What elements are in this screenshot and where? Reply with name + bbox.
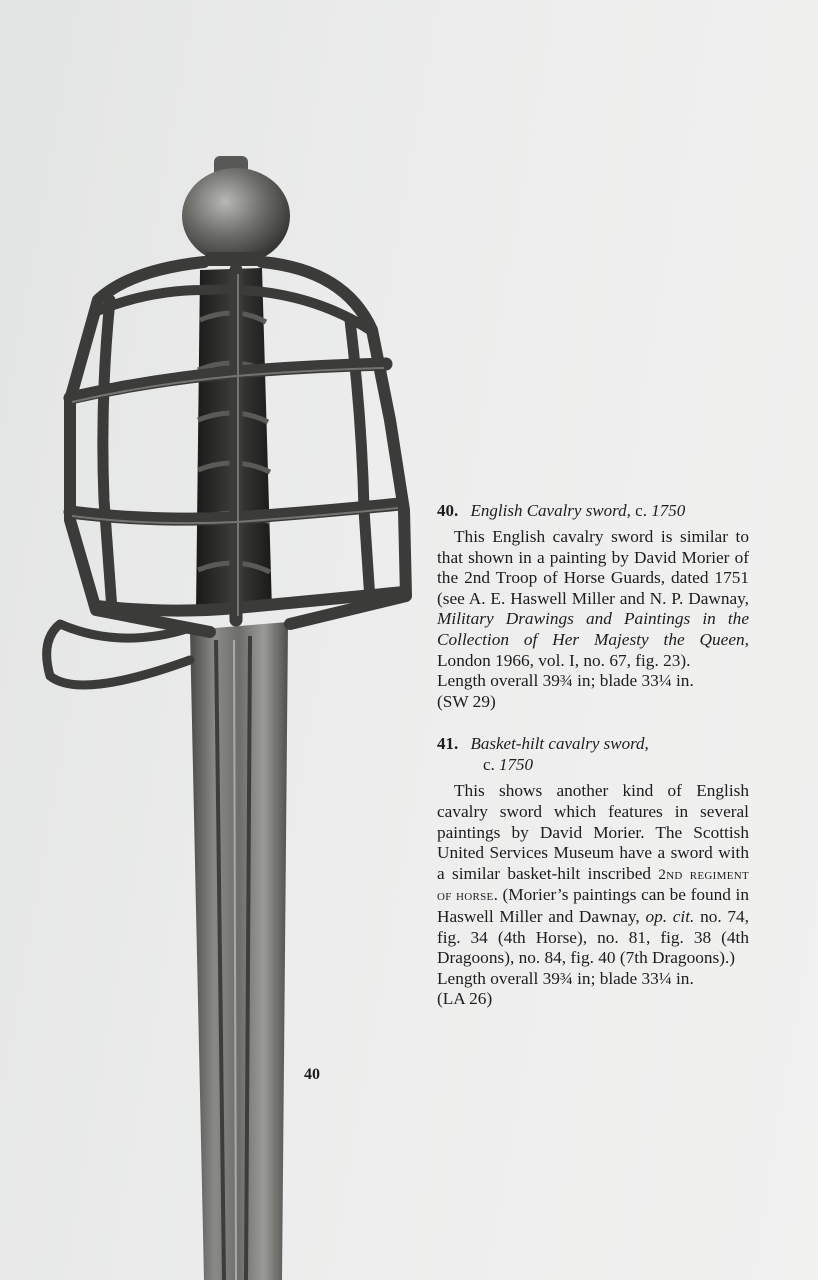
entry-date-prefix: c. <box>483 755 495 775</box>
description-text: This English cavalry sword is similar to that shown in a painting by David Morier of the 2nd Troop of Horse Guards, dated 1751 (see A. E. Haswell Miller and N. P. Dawnay, <box>437 527 749 608</box>
pommel <box>182 156 290 266</box>
entry-reference: (SW 29) <box>437 691 496 711</box>
description-italic-citation: op. cit. <box>645 906 695 926</box>
blade <box>190 622 288 1280</box>
entry-dimensions <box>437 969 749 1010</box>
entry-length: Length overall 39¾ in; blade 33¼ in. <box>437 968 694 988</box>
catalogue-entry-40 <box>437 500 749 712</box>
description-inscription: 2nd regiment of horse <box>437 866 749 905</box>
entry-title: Basket-hilt cavalry sword, <box>470 734 649 754</box>
entry-date-line <box>437 754 749 775</box>
catalogue-entry-41 <box>437 733 749 1010</box>
entry-title: English Cavalry sword, <box>470 501 631 520</box>
entry-description <box>437 527 749 671</box>
catalogue-text <box>437 500 749 1010</box>
entry-heading <box>437 733 749 775</box>
description-text-middle: . (Morier’s paintings can be found in Haswell Miller and Dawnay, <box>437 885 749 926</box>
entry-dimensions <box>437 671 749 712</box>
description-text-end: no. 74, fig. 34 (4th Horse), no. 81, fig. 38 (4th Dragoons), no. 84, fig. 40 (7th Dragoons).) <box>437 906 749 968</box>
entry-date: 1750 <box>499 755 534 775</box>
entry-heading <box>437 500 749 521</box>
description-text-end: , London 1966, vol. I, no. 67, fig. 23). <box>437 629 749 670</box>
entry-date: 1750 <box>651 501 686 520</box>
page-number: 40 <box>304 1066 320 1083</box>
entry-number: 40. <box>437 501 459 520</box>
entry-description <box>437 781 749 968</box>
entry-date-prefix: c. <box>635 501 647 520</box>
entry-number: 41. <box>437 734 459 754</box>
description-text: This shows another kind of English cavalry sword which features in several paintings by David Morier. The Scottish United Services Museum have a sword with a similar basket-hilt inscribed <box>437 781 749 883</box>
entry-length: Length overall 39¾ in; blade 33¼ in. <box>437 671 694 691</box>
entry-reference: (LA 26) <box>437 989 493 1009</box>
description-italic-title: Military Drawings and Paintings in the Collection of Her Majesty the Queen <box>437 609 749 649</box>
